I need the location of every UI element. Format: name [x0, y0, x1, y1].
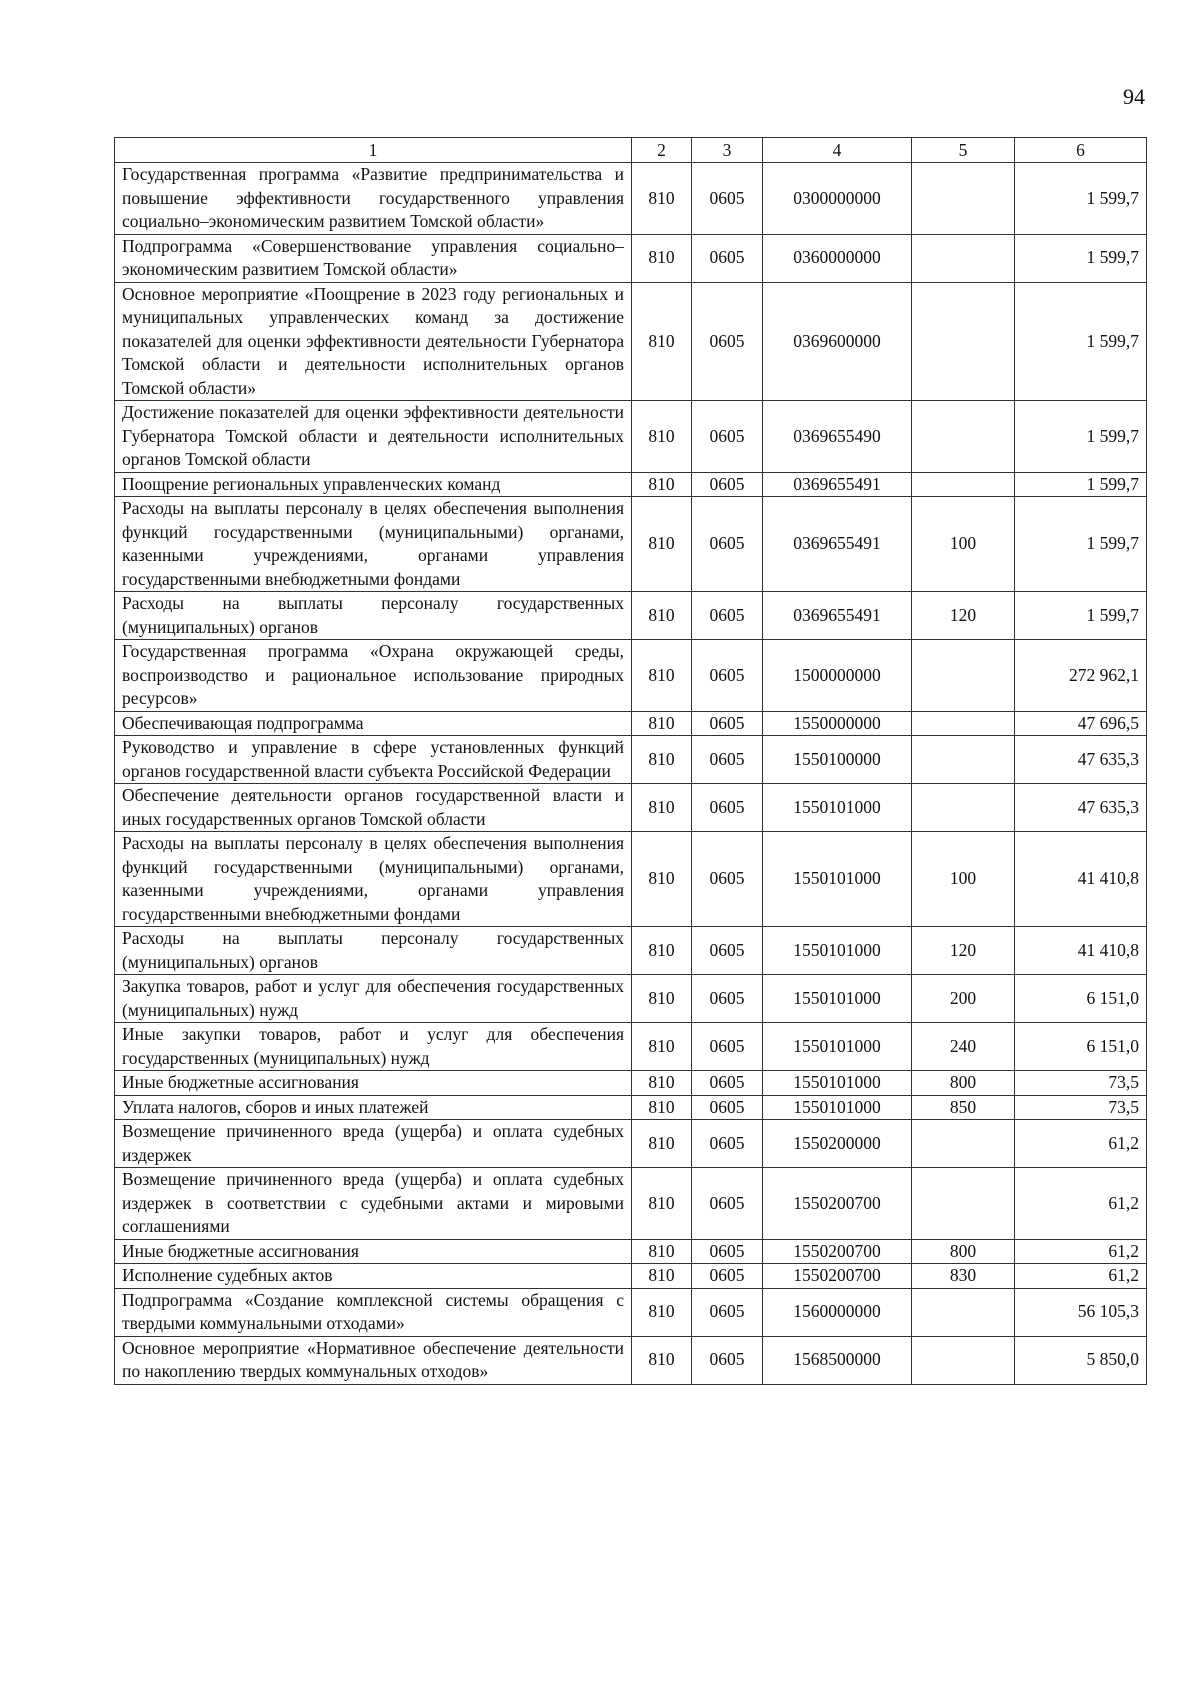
- chapter-cell: 810: [632, 163, 692, 235]
- expense-type-cell: 240: [912, 1023, 1015, 1071]
- chapter-cell: 810: [632, 234, 692, 282]
- section-cell: 0605: [692, 640, 763, 712]
- row-name-cell: Расходы на выплаты персоналу государственных (муниципальных) органов: [115, 592, 632, 640]
- chapter-cell: 810: [632, 401, 692, 473]
- expense-type-cell: [912, 472, 1015, 497]
- row-name-cell: Расходы на выплаты персоналу государственных (муниципальных) органов: [115, 927, 632, 975]
- chapter-cell: 810: [632, 975, 692, 1023]
- table-header-row: [115, 138, 1147, 163]
- chapter-cell: 810: [632, 832, 692, 927]
- row-name-cell: Иные бюджетные ассигнования: [115, 1239, 632, 1264]
- column-header: 1: [115, 138, 632, 163]
- expense-type-cell: 800: [912, 1239, 1015, 1264]
- row-name-cell: Руководство и управление в сфере установленных функций органов государственной власти субъекта Российской Федерации: [115, 736, 632, 784]
- table-row: [115, 1288, 1147, 1336]
- amount-cell: 73,5: [1015, 1071, 1147, 1096]
- expense-type-cell: [912, 1168, 1015, 1240]
- amount-cell: 61,2: [1015, 1120, 1147, 1168]
- section-cell: 0605: [692, 784, 763, 832]
- chapter-cell: 810: [632, 1023, 692, 1071]
- expense-type-cell: [912, 1288, 1015, 1336]
- chapter-cell: 810: [632, 592, 692, 640]
- target-article-cell: 0369655491: [763, 497, 912, 592]
- chapter-cell: 810: [632, 282, 692, 401]
- amount-cell: 61,2: [1015, 1264, 1147, 1289]
- row-name-cell: Обеспечение деятельности органов государственной власти и иных государственных органов Томской области: [115, 784, 632, 832]
- target-article-cell: 0369655491: [763, 592, 912, 640]
- row-name-cell: Закупка товаров, работ и услуг для обеспечения государственных (муниципальных) нужд: [115, 975, 632, 1023]
- amount-cell: 41 410,8: [1015, 927, 1147, 975]
- target-article-cell: 1550101000: [763, 1071, 912, 1096]
- amount-cell: 61,2: [1015, 1239, 1147, 1264]
- table-row: [115, 832, 1147, 927]
- column-header: 3: [692, 138, 763, 163]
- expense-type-cell: [912, 1336, 1015, 1384]
- chapter-cell: 810: [632, 640, 692, 712]
- row-name-cell: Уплата налогов, сборов и иных платежей: [115, 1095, 632, 1120]
- table-row: [115, 1071, 1147, 1096]
- table-row: [115, 234, 1147, 282]
- target-article-cell: 1560000000: [763, 1288, 912, 1336]
- chapter-cell: 810: [632, 1288, 692, 1336]
- expense-type-cell: [912, 736, 1015, 784]
- expense-type-cell: 830: [912, 1264, 1015, 1289]
- table-row: [115, 1120, 1147, 1168]
- row-name-cell: Поощрение региональных управленческих команд: [115, 472, 632, 497]
- amount-cell: 1 599,7: [1015, 234, 1147, 282]
- target-article-cell: 1550000000: [763, 711, 912, 736]
- section-cell: 0605: [692, 472, 763, 497]
- section-cell: 0605: [692, 1239, 763, 1264]
- target-article-cell: 1550100000: [763, 736, 912, 784]
- amount-cell: 1 599,7: [1015, 163, 1147, 235]
- section-cell: 0605: [692, 1071, 763, 1096]
- table-row: [115, 472, 1147, 497]
- row-name-cell: Основное мероприятие «Нормативное обеспечение деятельности по накоплению твердых коммунальных отходов»: [115, 1336, 632, 1384]
- section-cell: 0605: [692, 1095, 763, 1120]
- section-cell: 0605: [692, 927, 763, 975]
- table-row: [115, 163, 1147, 235]
- chapter-cell: 810: [632, 1168, 692, 1240]
- chapter-cell: 810: [632, 927, 692, 975]
- expense-type-cell: 120: [912, 927, 1015, 975]
- chapter-cell: 810: [632, 1071, 692, 1096]
- section-cell: 0605: [692, 1168, 763, 1240]
- table-row: [115, 401, 1147, 473]
- expense-type-cell: 850: [912, 1095, 1015, 1120]
- row-name-cell: Расходы на выплаты персоналу в целях обеспечения выполнения функций государственными (муниципальными) органами, казенными учреждениями, органами управления государственными внебюджетными фондами: [115, 832, 632, 927]
- amount-cell: 1 599,7: [1015, 592, 1147, 640]
- table-row: [115, 640, 1147, 712]
- target-article-cell: 0300000000: [763, 163, 912, 235]
- amount-cell: 41 410,8: [1015, 832, 1147, 927]
- amount-cell: 1 599,7: [1015, 497, 1147, 592]
- row-name-cell: Расходы на выплаты персоналу в целях обеспечения выполнения функций государственными (муниципальными) органами, казенными учреждениями, органами управления государственными внебюджетными фондами: [115, 497, 632, 592]
- row-name-cell: Возмещение причиненного вреда (ущерба) и оплата судебных издержек: [115, 1120, 632, 1168]
- target-article-cell: 1568500000: [763, 1336, 912, 1384]
- expense-type-cell: 120: [912, 592, 1015, 640]
- chapter-cell: 810: [632, 736, 692, 784]
- row-name-cell: Иные бюджетные ассигнования: [115, 1071, 632, 1096]
- section-cell: 0605: [692, 497, 763, 592]
- expense-type-cell: 100: [912, 832, 1015, 927]
- table-row: [115, 1023, 1147, 1071]
- amount-cell: 47 635,3: [1015, 784, 1147, 832]
- chapter-cell: 810: [632, 1264, 692, 1289]
- expense-type-cell: 800: [912, 1071, 1015, 1096]
- section-cell: 0605: [692, 1120, 763, 1168]
- amount-cell: 56 105,3: [1015, 1288, 1147, 1336]
- section-cell: 0605: [692, 1264, 763, 1289]
- row-name-cell: Исполнение судебных актов: [115, 1264, 632, 1289]
- expense-type-cell: [912, 1120, 1015, 1168]
- section-cell: 0605: [692, 1288, 763, 1336]
- amount-cell: 73,5: [1015, 1095, 1147, 1120]
- target-article-cell: 1550200700: [763, 1264, 912, 1289]
- chapter-cell: 810: [632, 1336, 692, 1384]
- target-article-cell: 1550200000: [763, 1120, 912, 1168]
- row-name-cell: Подпрограмма «Создание комплексной системы обращения с твердыми коммунальными отходами»: [115, 1288, 632, 1336]
- budget-table: [114, 137, 1147, 1385]
- column-header: 6: [1015, 138, 1147, 163]
- section-cell: 0605: [692, 401, 763, 473]
- row-name-cell: Подпрограмма «Совершенствование управления социально–экономическим развитием Томской области»: [115, 234, 632, 282]
- row-name-cell: Государственная программа «Охрана окружающей среды, воспроизводство и рациональное использование природных ресурсов»: [115, 640, 632, 712]
- table-row: [115, 592, 1147, 640]
- table-row: [115, 1239, 1147, 1264]
- target-article-cell: 1550101000: [763, 1095, 912, 1120]
- target-article-cell: 1500000000: [763, 640, 912, 712]
- target-article-cell: 0369600000: [763, 282, 912, 401]
- row-name-cell: Возмещение причиненного вреда (ущерба) и оплата судебных издержек в соответствии с судебными актами и мировыми соглашениями: [115, 1168, 632, 1240]
- target-article-cell: 1550101000: [763, 1023, 912, 1071]
- target-article-cell: 0369655490: [763, 401, 912, 473]
- expense-type-cell: 200: [912, 975, 1015, 1023]
- row-name-cell: Иные закупки товаров, работ и услуг для обеспечения государственных (муниципальных) нужд: [115, 1023, 632, 1071]
- section-cell: 0605: [692, 163, 763, 235]
- amount-cell: 272 962,1: [1015, 640, 1147, 712]
- table-row: [115, 1168, 1147, 1240]
- expense-type-cell: [912, 711, 1015, 736]
- amount-cell: 47 696,5: [1015, 711, 1147, 736]
- column-header: 2: [632, 138, 692, 163]
- chapter-cell: 810: [632, 784, 692, 832]
- expense-type-cell: 100: [912, 497, 1015, 592]
- chapter-cell: 810: [632, 497, 692, 592]
- table-row: [115, 975, 1147, 1023]
- section-cell: 0605: [692, 234, 763, 282]
- column-header: 4: [763, 138, 912, 163]
- amount-cell: 61,2: [1015, 1168, 1147, 1240]
- expense-type-cell: [912, 234, 1015, 282]
- section-cell: 0605: [692, 1023, 763, 1071]
- expense-type-cell: [912, 401, 1015, 473]
- target-article-cell: 1550200700: [763, 1168, 912, 1240]
- chapter-cell: 810: [632, 1120, 692, 1168]
- table-row: [115, 736, 1147, 784]
- target-article-cell: 1550101000: [763, 784, 912, 832]
- table-row: [115, 282, 1147, 401]
- chapter-cell: 810: [632, 711, 692, 736]
- target-article-cell: 1550101000: [763, 832, 912, 927]
- row-name-cell: Основное мероприятие «Поощрение в 2023 году региональных и муниципальных управленческих команд за достижение показателей для оценки эффективности деятельности Губернатора Томской области и деятельности исполнительных органов Томской области»: [115, 282, 632, 401]
- target-article-cell: 1550101000: [763, 927, 912, 975]
- amount-cell: 1 599,7: [1015, 472, 1147, 497]
- table-row: [115, 1095, 1147, 1120]
- amount-cell: 1 599,7: [1015, 401, 1147, 473]
- column-header: 5: [912, 138, 1015, 163]
- target-article-cell: 1550101000: [763, 975, 912, 1023]
- section-cell: 0605: [692, 1336, 763, 1384]
- table-row: [115, 711, 1147, 736]
- table-row: [115, 927, 1147, 975]
- expense-type-cell: [912, 282, 1015, 401]
- chapter-cell: 810: [632, 1095, 692, 1120]
- amount-cell: 6 151,0: [1015, 1023, 1147, 1071]
- section-cell: 0605: [692, 736, 763, 784]
- table-row: [115, 497, 1147, 592]
- amount-cell: 5 850,0: [1015, 1336, 1147, 1384]
- table-row: [115, 1336, 1147, 1384]
- table-row: [115, 784, 1147, 832]
- amount-cell: 1 599,7: [1015, 282, 1147, 401]
- amount-cell: 6 151,0: [1015, 975, 1147, 1023]
- section-cell: 0605: [692, 592, 763, 640]
- section-cell: 0605: [692, 975, 763, 1023]
- expense-type-cell: [912, 163, 1015, 235]
- chapter-cell: 810: [632, 472, 692, 497]
- table-row: [115, 1264, 1147, 1289]
- section-cell: 0605: [692, 832, 763, 927]
- row-name-cell: Достижение показателей для оценки эффективности деятельности Губернатора Томской области и деятельности исполнительных органов Томской области: [115, 401, 632, 473]
- target-article-cell: 0360000000: [763, 234, 912, 282]
- row-name-cell: Государственная программа «Развитие предпринимательства и повышение эффективности государственного управления социально–экономическим развитием Томской области»: [115, 163, 632, 235]
- section-cell: 0605: [692, 282, 763, 401]
- target-article-cell: 0369655491: [763, 472, 912, 497]
- page-number: 94: [1123, 84, 1145, 109]
- amount-cell: 47 635,3: [1015, 736, 1147, 784]
- expense-type-cell: [912, 640, 1015, 712]
- expense-type-cell: [912, 784, 1015, 832]
- target-article-cell: 1550200700: [763, 1239, 912, 1264]
- row-name-cell: Обеспечивающая подпрограмма: [115, 711, 632, 736]
- section-cell: 0605: [692, 711, 763, 736]
- chapter-cell: 810: [632, 1239, 692, 1264]
